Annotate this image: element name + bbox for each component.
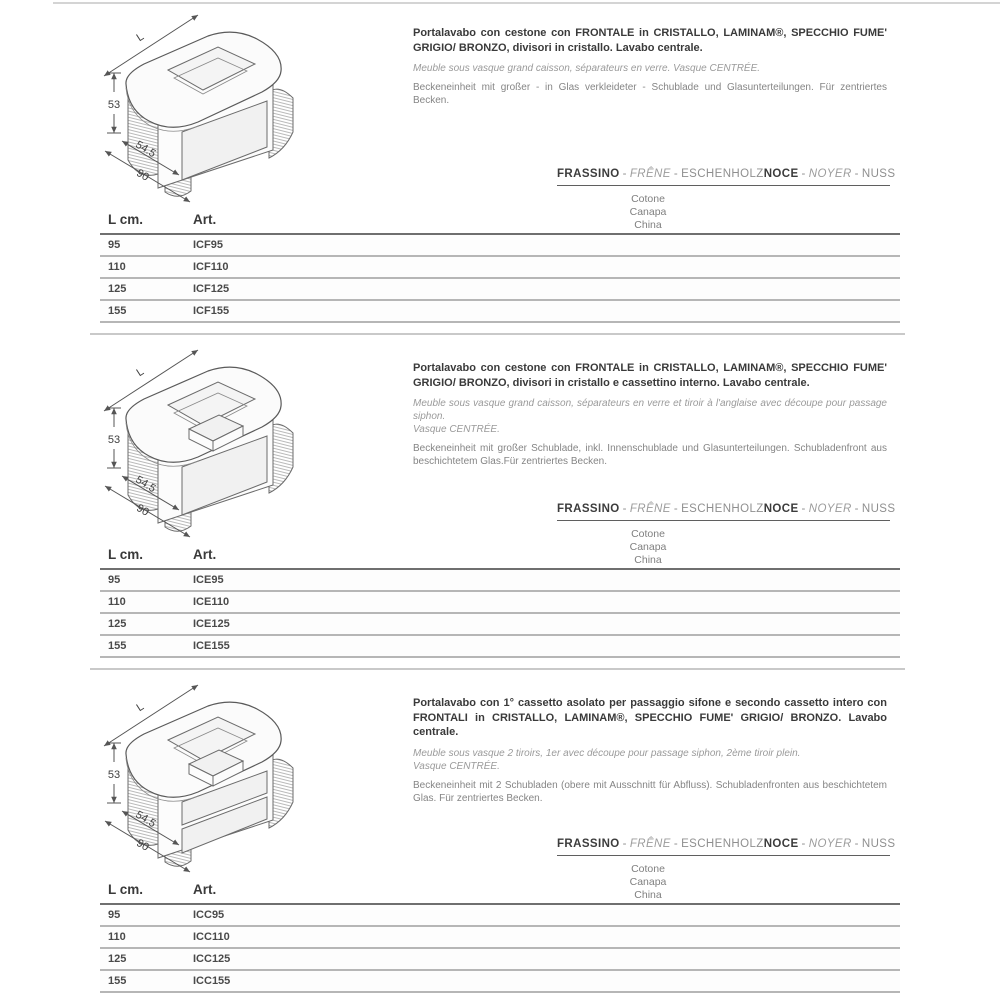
table-row: 125 ICE125 (100, 614, 900, 636)
color-option: Canapa (629, 876, 667, 888)
finish-walnut: NOCE - NOYER - NUSS (763, 838, 896, 850)
dim-length-label: L (134, 30, 147, 45)
col-art-header: Art. (193, 547, 217, 562)
description-italian: Portalavabo con cestone con FRONTALE in CRISTALLO, LAMINAM®, SPECCHIO FUME' GRIGIO/ BRONZO, divisori in cristallo. Lavabo centrale. (413, 27, 887, 54)
table-header (100, 876, 900, 905)
finish-options (557, 503, 896, 521)
color-option: Canapa (629, 541, 667, 553)
product-section-ice (0, 335, 1000, 670)
description-italian: Portalavabo con 1° cassetto asolato per passaggio sifone e secondo cassetto intero con FRONTALI in CRISTALLO, LAMINAM®, SPECCHIO FUME' GRIGIO/ BRONZO. Lavabo centrale. (413, 697, 887, 738)
size-table (100, 876, 900, 993)
finish-options (557, 168, 896, 186)
dim-depth-label: 54.5 (133, 808, 158, 831)
description-french: Meuble sous vasque grand caisson, séparateurs en verre. Vasque CENTRÉE. (413, 63, 761, 74)
table-header (100, 541, 900, 570)
size-table (100, 206, 900, 323)
col-length-header: L cm. (108, 882, 144, 897)
color-option: China (634, 554, 662, 566)
size-table (100, 541, 900, 658)
table-row: 95 ICE95 (100, 570, 900, 592)
color-option: China (634, 219, 662, 231)
color-option: Cotone (631, 863, 665, 875)
dim-width-label: 90 (134, 502, 151, 519)
description-german: Beckeneinheit mit 2 Schubladen (obere mit Ausschnitt für Abfluss). Schubladenfronten aus beschichtetem Glas. Für zentriertes Becken. (413, 779, 887, 804)
table-row: 155 ICE155 (100, 636, 900, 658)
finish-walnut: NOCE - NOYER - NUSS (763, 503, 896, 515)
finish-ash: FRASSINO - FRÊNE - ESCHENHOLZ (557, 838, 764, 850)
color-option: Cotone (631, 528, 665, 540)
dim-height-label: 53 (107, 99, 121, 111)
col-length-header: L cm. (108, 547, 144, 562)
description-french: Meuble sous vasque 2 tiroirs, 1er avec découpe pour passage siphon, 2ème tiroir plein. (413, 747, 801, 759)
col-length-header: L cm. (108, 212, 144, 227)
table-row: 110 ICC110 (100, 927, 900, 949)
table-row: 95 ICF95 (100, 235, 900, 257)
col-art-header: Art. (193, 212, 217, 227)
vanity-isometric-drawing (92, 2, 312, 217)
dim-depth-label: 54.5 (133, 473, 158, 496)
product-description (413, 361, 887, 468)
description-french-line2: Vasque CENTRÉE. (413, 424, 500, 435)
dim-length-label: L (134, 365, 147, 380)
dim-width-label: 90 (134, 167, 151, 184)
table-row: 155 ICF155 (100, 301, 900, 323)
product-section-icc (0, 670, 1000, 1005)
table-row: 155 ICC155 (100, 971, 900, 993)
table-row: 110 ICF110 (100, 257, 900, 279)
product-description (413, 696, 887, 805)
table-row: 125 ICF125 (100, 279, 900, 301)
vanity-isometric-drawing (92, 672, 312, 887)
finish-walnut: NOCE - NOYER - NUSS (763, 168, 896, 180)
finish-ash: FRASSINO - FRÊNE - ESCHENHOLZ (557, 503, 764, 515)
description-french-line2: Vasque CENTRÉE. (413, 760, 500, 772)
description-german: Beckeneinheit mit großer - in Glas verkleideter - Schublade und Glasunterteilungen. Für zentriertes Becken. (413, 82, 887, 106)
table-header (100, 206, 900, 235)
dim-depth-label: 54.5 (133, 138, 158, 161)
table-row: 95 ICC95 (100, 905, 900, 927)
description-french: Meuble sous vasque grand caisson, séparateurs en verre et tiroir à l'anglaise avec découpe pour passage siphon. (413, 398, 887, 422)
finish-options (557, 838, 896, 856)
color-option: Canapa (629, 206, 667, 218)
dim-width-label: 90 (134, 837, 151, 854)
dim-length-label: L (134, 700, 147, 715)
table-row: 110 ICE110 (100, 592, 900, 614)
color-option: Cotone (631, 193, 665, 205)
description-german: Beckeneinheit mit großer Schublade, inkl. Innenschublade und Glasunterteilungen. Schubladenfront aus beschichtetem Glas.Für zentriertes Becken. (413, 443, 887, 467)
dim-height-label: 53 (107, 434, 121, 446)
table-row: 125 ICC125 (100, 949, 900, 971)
vanity-isometric-drawing (92, 337, 312, 552)
dim-height-label: 53 (107, 769, 121, 781)
color-option: China (634, 889, 662, 901)
product-section-icf (0, 0, 1000, 335)
col-art-header: Art. (193, 882, 217, 897)
product-description (413, 26, 887, 107)
finish-ash: FRASSINO - FRÊNE - ESCHENHOLZ (557, 168, 764, 180)
description-italian: Portalavabo con cestone con FRONTALE in CRISTALLO, LAMINAM®, SPECCHIO FUME' GRIGIO/ BRONZO, divisori in cristallo e cassettino interno. Lavabo centrale. (413, 362, 887, 389)
